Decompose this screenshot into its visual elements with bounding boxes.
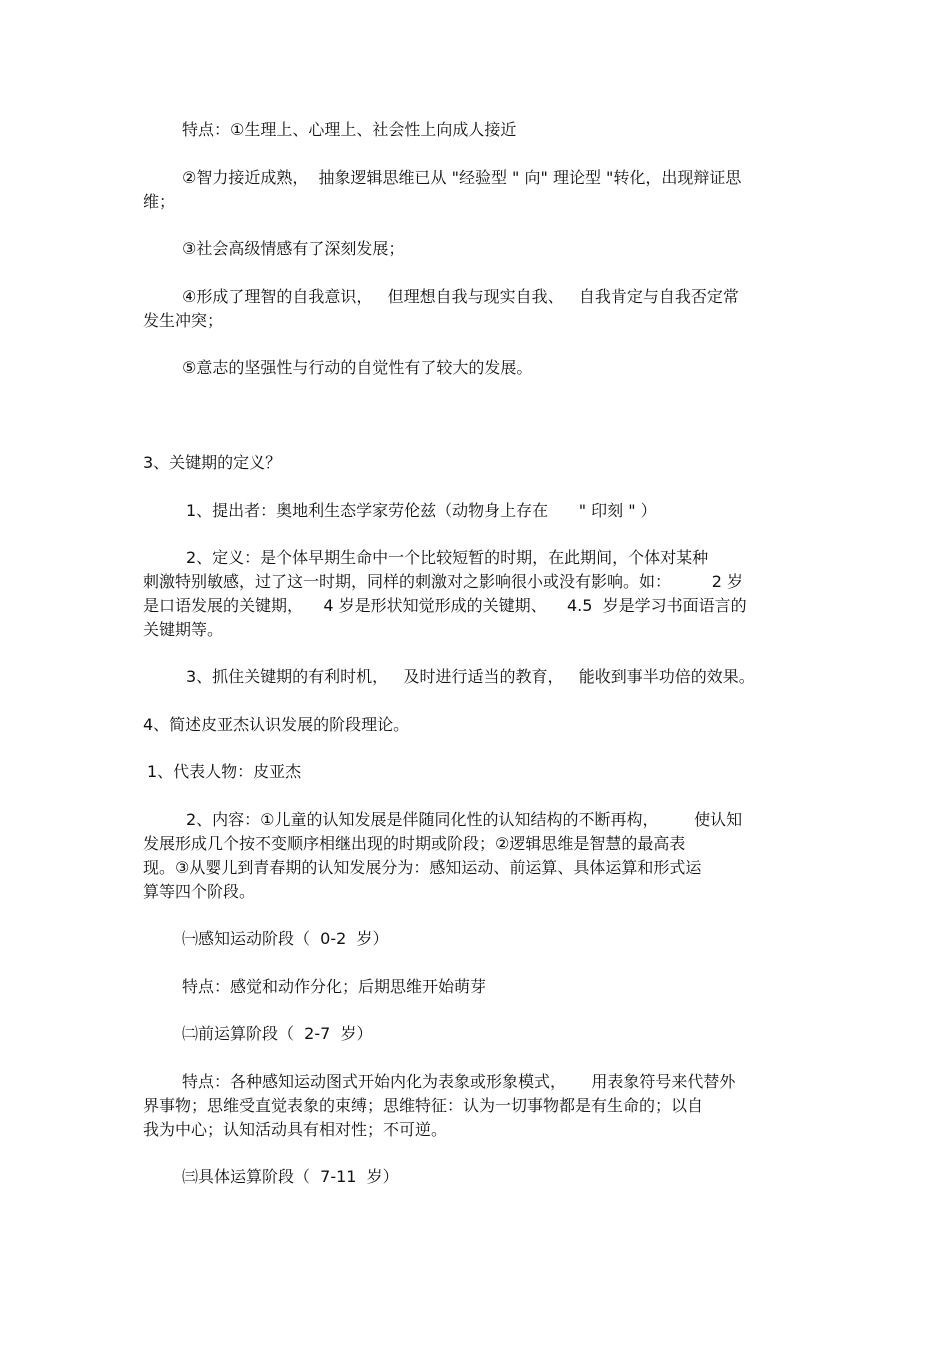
text-line: 发生冲突； xyxy=(143,311,224,330)
text-line: 2、内容：①儿童的认知发展是伴随同化性的认知结构的不断再构， 使认知 xyxy=(186,810,743,829)
text-line: ⑤意志的坚强性与行动的自觉性有了较大的发展。 xyxy=(182,358,533,377)
text-line: 特点：各种感知运动图式开始内化为表象或形象模式， 用表象符号来代替外 xyxy=(182,1072,736,1091)
text-line: ㈡前运算阶段（ 2-7 岁） xyxy=(182,1024,373,1043)
text-line: 特点：①生理上、心理上、社会性上向成人接近 xyxy=(182,120,517,139)
text-line: 3、抓住关键期的有利时机， 及时进行适当的教育， 能收到事半功倍的效果。 xyxy=(186,667,755,686)
section-heading: 4、简述皮亚杰认识发展的阶段理论。 xyxy=(143,715,410,734)
text-line: ②智力接近成熟， 抽象逻辑思维已从 "经验型 " 向" 理论型 "转化，出现辩证思 xyxy=(182,168,742,187)
text-line: 现。③从婴儿到青春期的认知发展分为：感知运动、前运算、具体运算和形式运 xyxy=(143,858,702,877)
text-line: 算等四个阶段。 xyxy=(143,882,256,901)
text-line: ㈢具体运算阶段（ 7-11 岁） xyxy=(182,1167,399,1186)
text-line: 维； xyxy=(143,192,176,211)
text-line: 是口语发展的关键期， 4 岁是形状知觉形成的关键期、 4.5 岁是学习书面语言的 xyxy=(143,596,747,615)
text-line: ③社会高级情感有了深刻发展； xyxy=(182,239,405,258)
text-line: ④形成了理智的自我意识， 但理想自我与现实自我、 自我肯定与自我否定常 xyxy=(182,287,739,306)
text-line: 2、定义：是个体早期生命中一个比较短暂的时期，在此期间，个体对某种 xyxy=(186,548,709,567)
text-line: 1、提出者：奥地利生态学家劳伦兹（动物身上存在 " 印刻 " ） xyxy=(186,501,657,520)
text-line: 我为中心；认知活动具有相对性；不可逆。 xyxy=(143,1120,448,1139)
text-line: 特点：感觉和动作分化；后期思维开始萌芽 xyxy=(182,977,487,996)
text-line: 发展形成几个按不变顺序相继出现的时期或阶段；②逻辑思维是智慧的最高表 xyxy=(143,834,686,853)
text-line: 关键期等。 xyxy=(143,620,224,639)
text-line: ㈠感知运动阶段（ 0-2 岁） xyxy=(182,929,389,948)
text-line: 1、代表人物：皮亚杰 xyxy=(147,762,302,781)
text-line: 界事物；思维受直觉表象的束缚；思维特征：认为一切事物都是有生命的；以自 xyxy=(143,1096,704,1115)
section-heading: 3、关键期的定义？ xyxy=(143,453,282,472)
text-line: 刺激特别敏感，过了这一时期，同样的刺激对之影响很小或没有影响。如： 2 岁 xyxy=(143,572,743,591)
